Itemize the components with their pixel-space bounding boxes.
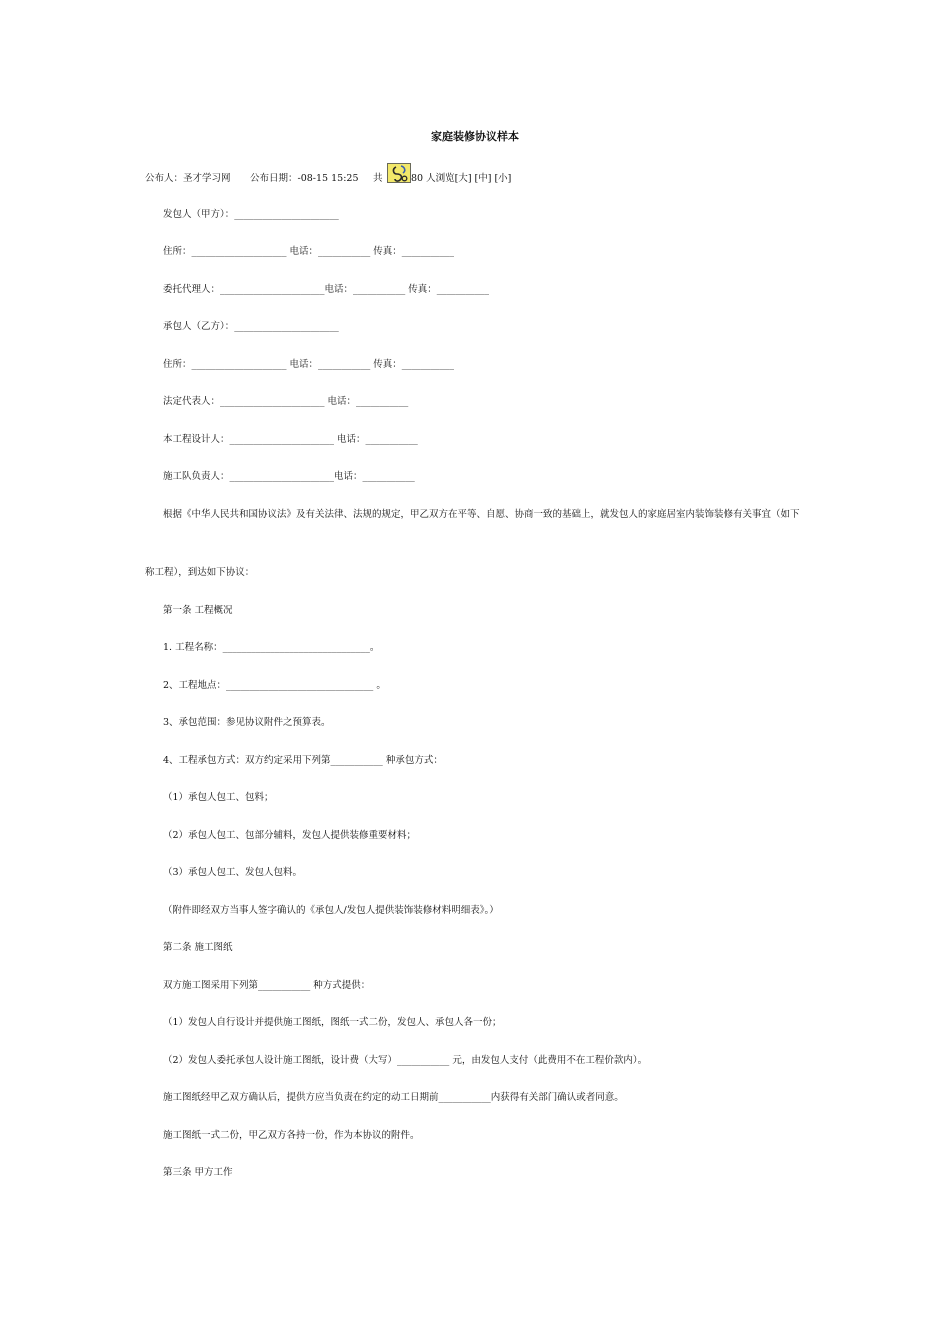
method-option-2: （2）承包人包工、包部分辅料，发包人提供装修重要材料； — [163, 830, 417, 841]
drawing-copies-line: 施工图纸一式二份，甲乙双方各持一份，作为本协议的附件。 — [163, 1130, 420, 1141]
preamble-line-2: 称工程），到达如下协议： — [145, 567, 255, 578]
drawing-option-1: （1）发包人自行设计并提供施工图纸，图纸一式二份，发包人、承包人各一份； — [163, 1017, 502, 1028]
legal-rep-line: 法定代表人：______________________ 电话：___________ — [163, 396, 409, 407]
project-location-line: 2、工程地点：_______________________________ 。 — [163, 680, 386, 691]
article-1-heading: 第一条 工程概况 — [163, 605, 233, 616]
view-count-prefix: 共 — [373, 173, 383, 184]
party-b-line: 承包人（乙方）：______________________ — [163, 321, 339, 332]
drawing-method-line: 双方施工图采用下列第___________ 种方式提供： — [163, 980, 371, 991]
scope-line: 3、承包范围：参见协议附件之预算表。 — [163, 717, 331, 728]
document-link-icon[interactable] — [387, 163, 411, 183]
article-2-heading: 第二条 施工图纸 — [163, 942, 233, 953]
drawing-approval-line: 施工图纸经甲乙双方确认后，提供方应当负责在约定的动工日期前___________内获得有关部门确认或者同意。 — [163, 1092, 624, 1103]
method-option-3: （3）承包人包工、发包人包料。 — [163, 867, 303, 878]
party-a-address-line: 住所：____________________ 电话：___________ 传真：___________ — [163, 246, 455, 257]
designer-line: 本工程设计人：______________________ 电话：___________ — [163, 434, 418, 445]
crew-leader-line: 施工队负责人：______________________电话：___________ — [163, 471, 415, 482]
article-3-heading: 第三条 甲方工作 — [163, 1167, 233, 1178]
publisher-label: 公布人：圣才学习网 — [145, 173, 231, 184]
preamble-line-1: 根据《中华人民共和国协议法》及有关法律、法规的规定，甲乙双方在平等、自愿、协商一致的基础上，就发包人的家庭居室内装饰装修有关事宜（如下 — [163, 509, 800, 520]
method-option-1: （1）承包人包工、包料； — [163, 792, 274, 803]
drawing-option-2: （2）发包人委托承包人设计施工图纸，设计费（大写）___________ 元，由发包人支付（此费用不在工程价款内）。 — [163, 1055, 648, 1066]
publish-date: 公布日期：-08-15 15:25 — [250, 173, 359, 184]
document-title: 家庭装修协议样本 — [431, 130, 519, 143]
attachment-note: （附件即经双方当事人签字确认的《承包人/发包人提供装饰装修材料明细表》。） — [163, 905, 499, 916]
agent-line: 委托代理人：______________________电话：___________ 传真：___________ — [163, 284, 490, 295]
party-a-line: 发包人（甲方）：______________________ — [163, 209, 339, 220]
view-count-text: 80 人浏览[大] [中] [小] — [411, 173, 512, 184]
project-name-line: 1. 工程名称：_______________________________。 — [163, 642, 380, 653]
party-b-address-line: 住所：____________________ 电话：___________ 传真：___________ — [163, 359, 455, 370]
contract-method-line: 4、工程承包方式：双方约定采用下列第___________ 种承包方式： — [163, 755, 443, 766]
